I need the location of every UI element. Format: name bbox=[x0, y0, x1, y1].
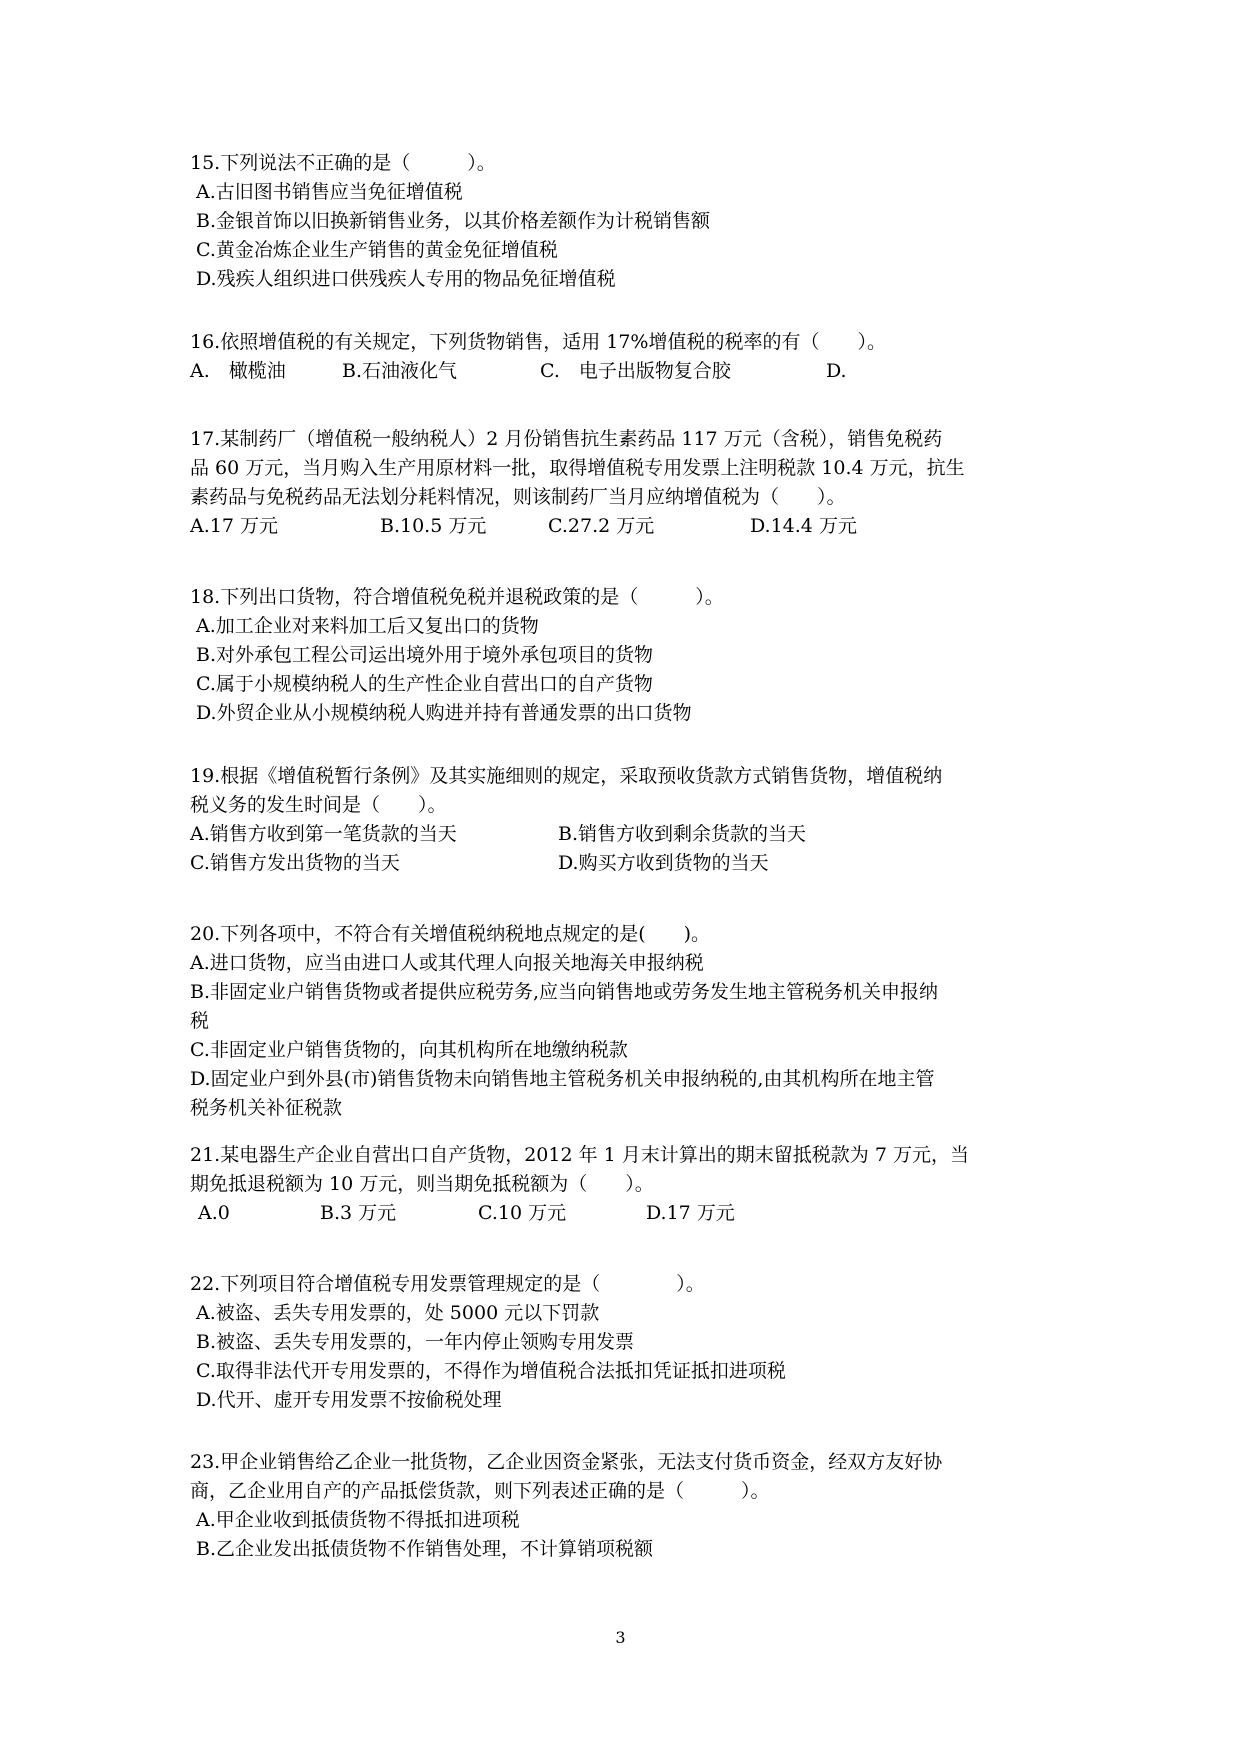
option-c: C.黄金冶炼企业生产销售的黄金免征增值税 bbox=[196, 239, 558, 261]
question-stem-line: 19.根据《增值税暂行条例》及其实施细则的规定，采取预收货款方式销售货物，增值税纳 bbox=[190, 765, 943, 787]
option-a: A. 橄榄油 bbox=[190, 360, 286, 382]
option-c: C. 电子出版物复合胶 bbox=[540, 360, 731, 382]
question-stem-line: 素药品与免税药品无法划分耗料情况，则该制药厂当月应纳增值税为（ ）。 bbox=[190, 486, 846, 508]
question-16 bbox=[190, 328, 1070, 386]
option-d: D.17 万元 bbox=[646, 1202, 735, 1224]
option-d: D.残疾人组织进口供残疾人专用的物品免征增值税 bbox=[196, 268, 616, 290]
option-d: D.外贸企业从小规模纳税人购进并持有普通发票的出口货物 bbox=[196, 702, 692, 724]
option-a: A.销售方收到第一笔货款的当天 bbox=[190, 823, 457, 845]
option-a: A.被盗、丢失专用发票的，处 5000 元以下罚款 bbox=[196, 1302, 600, 1324]
option-b: B.对外承包工程公司运出境外用于境外承包项目的货物 bbox=[196, 644, 654, 666]
question-stem-line: 21.某电器生产企业自营出口自产货物，2012 年 1 月末计算出的期末留抵税款为 7 万元，当 bbox=[190, 1144, 969, 1166]
question-stem: 15.下列说法不正确的是（ ）。 bbox=[190, 152, 496, 174]
option-d: D.固定业户到外县(市)销售货物未向销售地主管税务机关申报纳税的,由其机构所在地主管 bbox=[190, 1068, 935, 1090]
question-stem-line: 税义务的发生时间是（ ）。 bbox=[190, 794, 447, 816]
option-d-continued: 税务机关补征税款 bbox=[190, 1097, 343, 1119]
option-b-continued: 税 bbox=[190, 1010, 210, 1032]
question-23 bbox=[190, 1448, 1070, 1564]
option-b: B.10.5 万元 bbox=[380, 515, 487, 537]
option-b: B.乙企业发出抵债货物不作销售处理，不计算销项税额 bbox=[196, 1538, 654, 1560]
question-stem: 18.下列出口货物，符合增值税免税并退税政策的是（ ）。 bbox=[190, 586, 724, 608]
question-stem: 22.下列项目符合增值税专用发票管理规定的是（ ）。 bbox=[190, 1273, 705, 1295]
option-a: A.17 万元 bbox=[190, 515, 278, 537]
question-19 bbox=[190, 762, 1070, 878]
option-a: A.甲企业收到抵债货物不得抵扣进项税 bbox=[196, 1509, 520, 1531]
question-stem-line: 商，乙企业用自产的产品抵偿货款，则下列表述正确的是（ ）。 bbox=[190, 1480, 770, 1502]
option-b: B.被盗、丢失专用发票的，一年内停止领购专用发票 bbox=[196, 1331, 635, 1353]
option-b: B.3 万元 bbox=[320, 1202, 397, 1224]
option-c: C.10 万元 bbox=[478, 1202, 567, 1224]
question-stem-line: 23.甲企业销售给乙企业一批货物，乙企业因资金紧张，无法支付货币资金，经双方友好协 bbox=[190, 1451, 943, 1473]
option-c: C.27.2 万元 bbox=[548, 515, 655, 537]
question-stem: 16.依照增值税的有关规定，下列货物销售，适用 17%增值税的税率的有（ ）。 bbox=[190, 331, 886, 353]
question-15 bbox=[190, 149, 1070, 294]
question-stem-line: 17.某制药厂（增值税一般纳税人）2 月份销售抗生素药品 117 万元（含税），销售免税药 bbox=[190, 428, 943, 450]
option-d: D.购买方收到货物的当天 bbox=[558, 852, 769, 874]
option-d: D.代开、虚开专用发票不按偷税处理 bbox=[196, 1389, 502, 1411]
option-b: B.销售方收到剩余货款的当天 bbox=[558, 823, 807, 845]
option-d: D. bbox=[826, 360, 847, 382]
option-c: C.属于小规模纳税人的生产性企业自营出口的自产货物 bbox=[196, 673, 653, 695]
option-a: A.加工企业对来料加工后又复出口的货物 bbox=[196, 615, 539, 637]
option-b: B.金银首饰以旧换新销售业务，以其价格差额作为计税销售额 bbox=[196, 210, 711, 232]
option-b: B.石油液化气 bbox=[342, 360, 458, 382]
option-a: A.0 bbox=[198, 1202, 230, 1224]
question-21 bbox=[190, 1141, 1070, 1228]
options-row bbox=[190, 512, 1070, 541]
option-c: C.取得非法代开专用发票的，不得作为增值税合法抵扣凭证抵扣进项税 bbox=[196, 1360, 786, 1382]
question-18 bbox=[190, 583, 1070, 728]
options-row bbox=[190, 849, 1070, 878]
question-stem: 20.下列各项中，不符合有关增值税纳税地点规定的是( )。 bbox=[190, 923, 711, 945]
options-row bbox=[190, 1199, 1070, 1228]
question-17 bbox=[190, 425, 1070, 541]
option-a: A.进口货物，应当由进口人或其代理人向报关地海关申报纳税 bbox=[190, 952, 704, 974]
option-b: B.非固定业户销售货物或者提供应税劳务,应当向销售地或劳务发生地主管税务机关申报纳 bbox=[190, 981, 939, 1003]
question-22 bbox=[190, 1270, 1070, 1415]
option-a: A.古旧图书销售应当免征增值税 bbox=[196, 181, 463, 203]
options-row bbox=[190, 820, 1070, 849]
option-c: C.销售方发出货物的当天 bbox=[190, 852, 400, 874]
option-d: D.14.4 万元 bbox=[750, 515, 857, 537]
question-stem-line: 期免抵退税额为 10 万元，则当期免抵税额为（ ）。 bbox=[190, 1173, 654, 1195]
options-row bbox=[190, 357, 1070, 386]
question-20 bbox=[190, 920, 1070, 1123]
question-stem-line: 品 60 万元，当月购入生产用原材料一批，取得增值税专用发票上注明税款 10.4 万元，抗生 bbox=[190, 457, 965, 479]
page-number: 3 bbox=[615, 1628, 626, 1647]
option-c: C.非固定业户销售货物的，向其机构所在地缴纳税款 bbox=[190, 1039, 628, 1061]
